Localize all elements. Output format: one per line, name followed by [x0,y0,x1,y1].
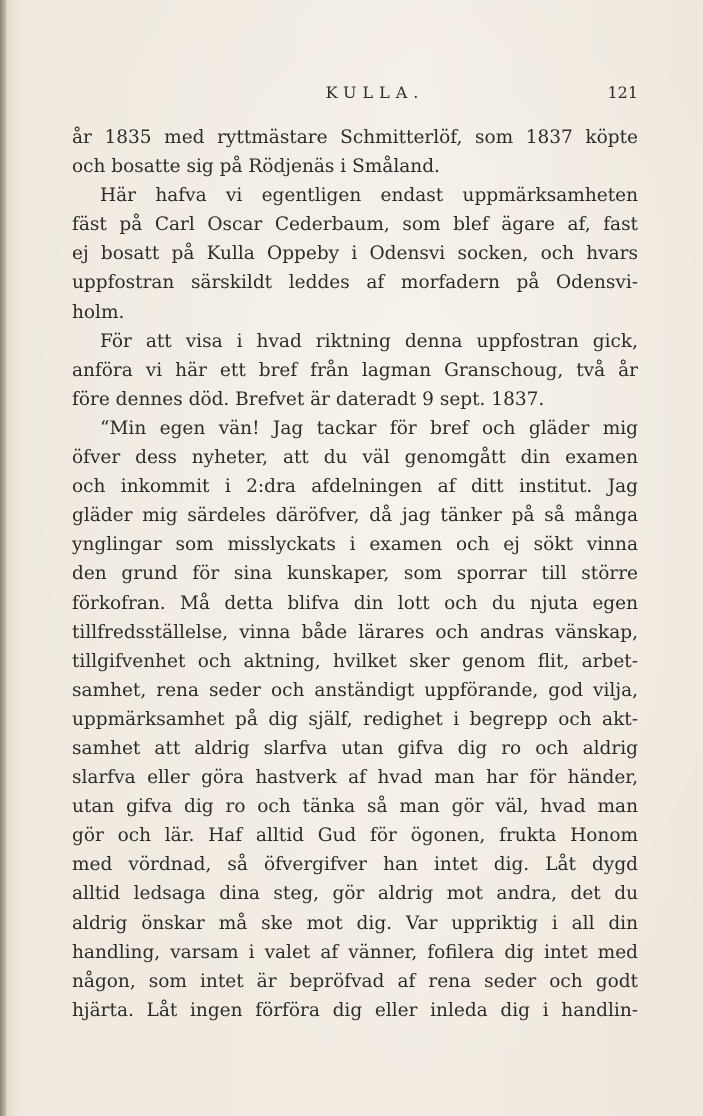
text-line: fäst på Carl Oscar Cederbaum, som blef ägare af, fast [72,214,638,236]
text-line: handling, varsam i valet af vänner, fofilera dig intet med [72,941,638,963]
text-line: samhet att aldrig slarfva utan gifva dig ro och aldrig [72,737,638,759]
text-line: någon, som intet är bepröfvad af rena seder och godt [72,970,638,992]
text-line: år 1835 med ryttmästare Schmitterlöf, som 1837 köpte [72,127,638,148]
text-line: Här hafva vi egentligen endast uppmärksamheten [100,185,638,207]
text-line: samhet, rena seder och anständigt uppförande, god vilja, [72,679,638,701]
text-line: slarfva eller göra hastverk af hvad man har för händer, [72,767,638,789]
text-line: och bosatte sig på Rödjenäs i Småland. [72,156,440,178]
text-line: tillgifvenhet och aktning, hvilket sker genom flit, arbet- [72,650,638,672]
text-line: uppmärksamhet på dig själf, redighet i begrepp och akt- [72,708,638,730]
page-number: 121 [607,83,638,102]
text-line: ynglingar som misslyckats i examen och ej sökt vinna [72,534,638,556]
text-line: öfver dess nyheter, att du väl genomgått din examen [72,447,638,469]
text-line: utan gifva dig ro och tänka så man gör väl, hvad man [72,796,638,818]
text-line: före dennes död. Brefvet är dateradt 9 sept. 1837. [72,388,545,410]
text-line: den grund för sina kunskaper, som sporrar till större [72,563,638,585]
text-line: alltid ledsaga dina steg, gör aldrig mot andra, det du [72,883,638,905]
text-line: tillfredsställelse, vinna både lärares och andras vänskap, [72,621,638,643]
text-line: “Min egen vän! Jag tackar för bref och gläder mig [100,417,638,439]
text-line: och inkommit i 2:dra afdelningen af ditt institut. Jag [72,476,638,498]
text-line: holm. [72,301,125,323]
text-line: För att visa i hvad riktning denna uppfostran gick, [100,330,638,352]
text-line: gläder mig särdeles däröfver, då jag tänker på så många [72,505,638,527]
text-line: uppfostran särskildt leddes af morfadern på Odensvi- [72,272,638,294]
page-spine-shadow [0,0,6,1116]
text-line: hjärta. Låt ingen förföra dig eller inleda dig i handlin- [72,999,638,1021]
text-line: anföra vi här ett bref från lagman Granschoug, två år [72,359,638,381]
page-header [72,83,638,107]
text-line: aldrig önskar må ske mot dig. Var uppriktig i all din [72,912,638,934]
text-line: förkofran. Må detta blifva din lott och du njuta egen [72,592,638,614]
text-line: gör och lär. Haf alltid Gud för ögonen, frukta Honom [72,825,638,847]
text-line: med vördnad, så öfvergifver han intet dig. Låt dygd [72,854,638,876]
running-title: KULLA. [325,83,425,102]
body-text [72,123,638,1025]
text-line: ej bosatt på Kulla Oppeby i Odensvi socken, och hvars [72,243,638,265]
